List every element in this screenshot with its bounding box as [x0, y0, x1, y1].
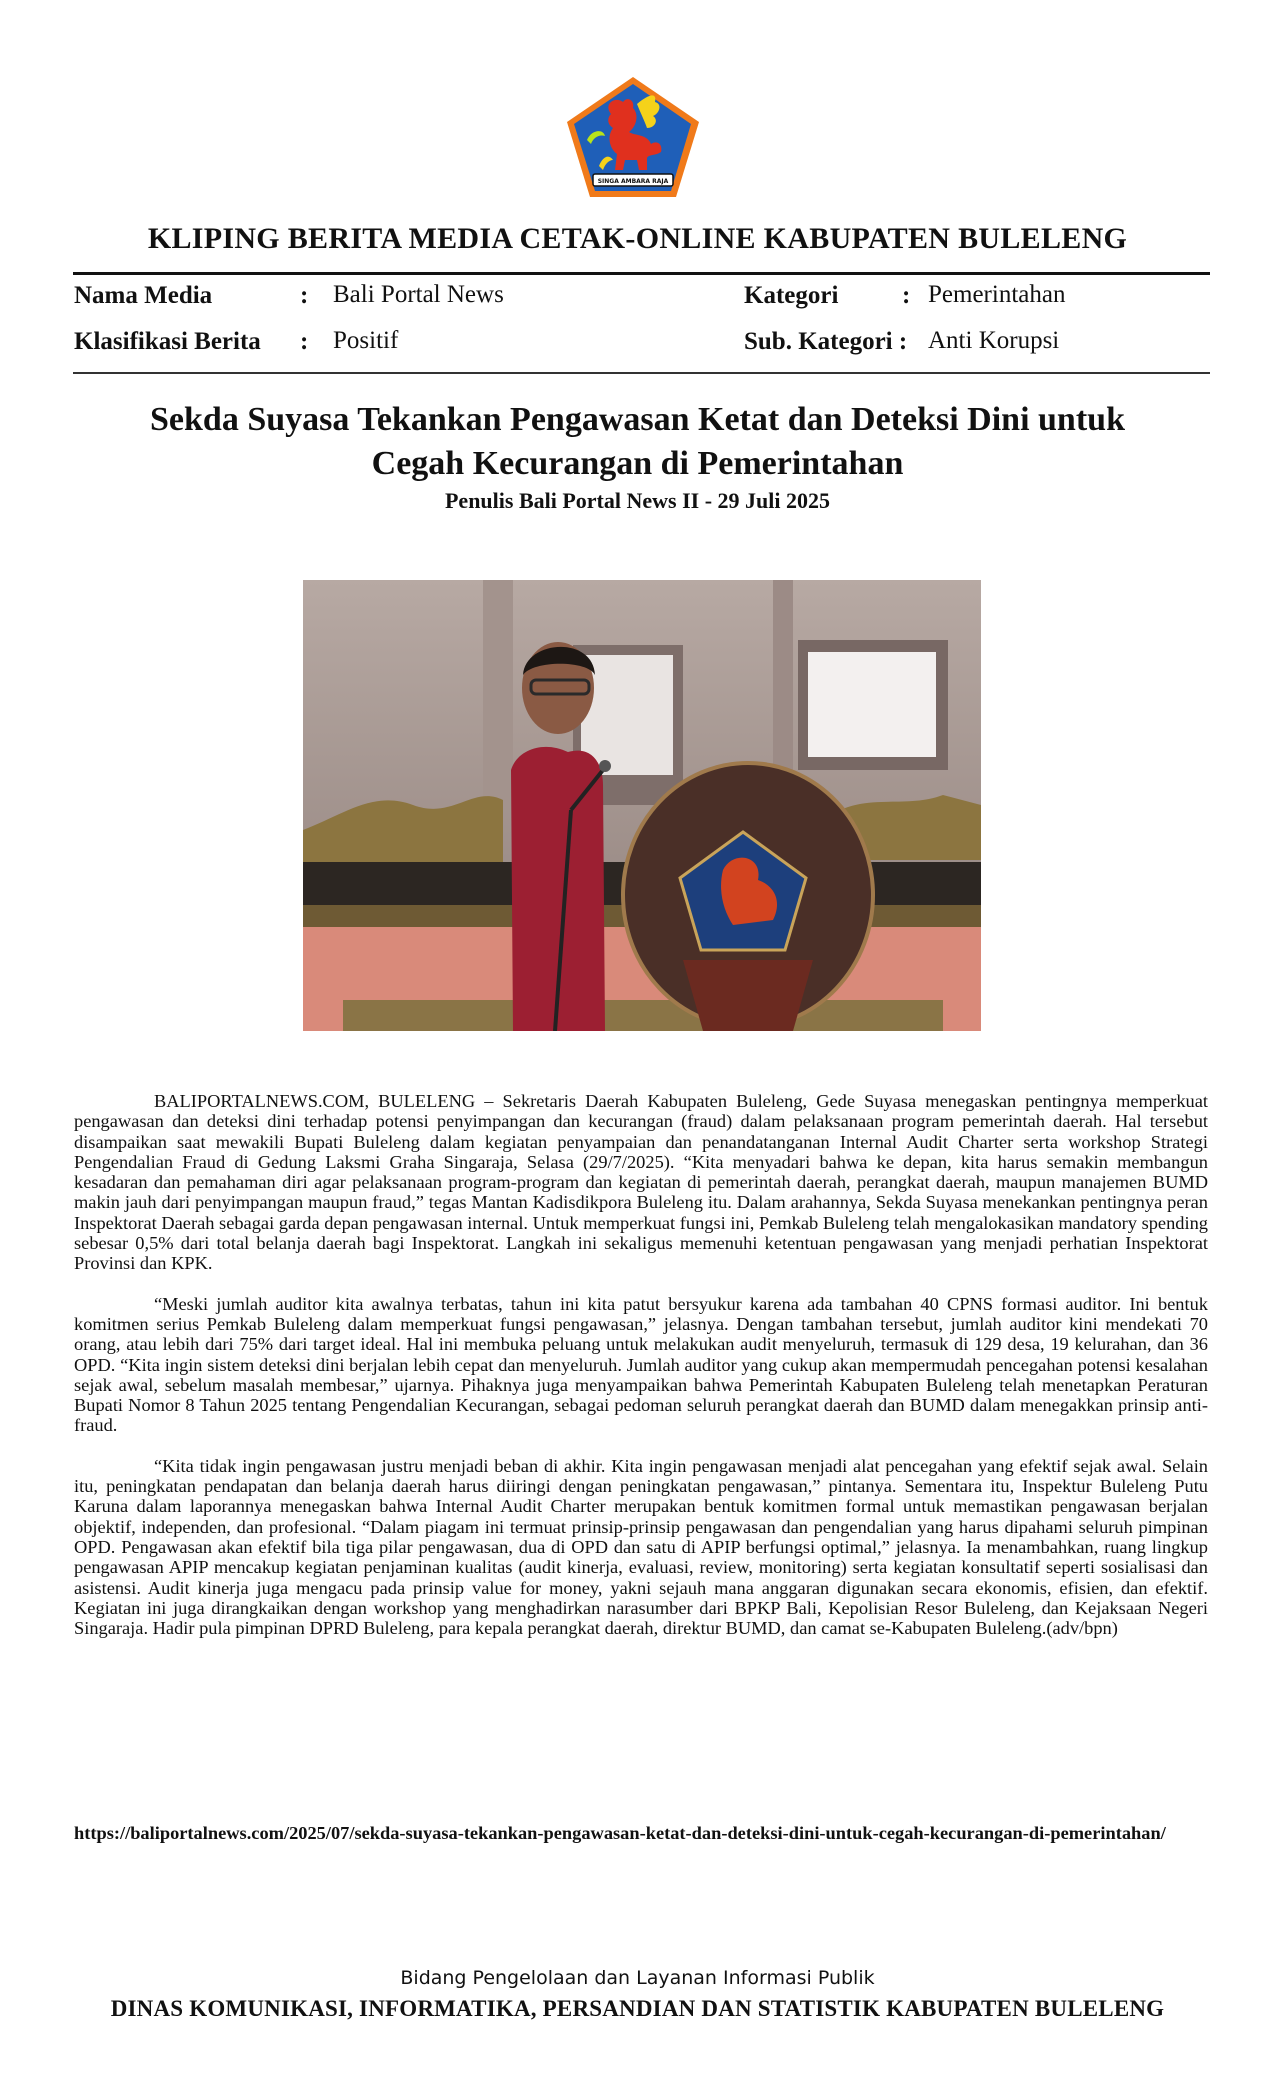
article-byline: Penulis Bali Portal News II - 29 Juli 2025: [444, 488, 830, 513]
article-paragraph: “Meski jumlah auditor kita awalnya terbatas, tahun ini kita patut bersyukur karena ada tambahan 40 CPNS formasi auditor. Ini bentuk komitmen serius Pemkab Buleleng dalam memperkuat fungsi pengawasan,” jelasnya. Dengan tambahan tersebut, jumlah auditor kini mendekati 70 orang, atau lebih dari 75% dari target ideal. Hal ini membuka peluang untuk melakukan audit menyeluruh, termasuk di 129 desa, 19 kelurahan, dan 36 OPD. “Kita ingin sistem deteksi dini berjalan lebih cepat dan menyeluruh. Jumlah auditor yang cukup akan mempermudah pencegahan potensi kesalahan sejak awal, sebelum masalah membesar,” ujarnya. Pihaknya juga menyampaikan bahwa Pemerintah Kabupaten Buleleng telah menetapkan Peraturan Bupati Nomor 8 Tahun 2025 tentang Pengendalian Kecurangan, sebagai pedoman seluruh perangkat daerah dan BUMD dalam menegakkan prinsip anti-fraud.: [74, 1293, 1208, 1436]
footer-agency: DINAS KOMUNIKASI, INFORMATIKA, PERSANDIAN DAN STATISTIK KABUPATEN BULELENG: [110, 1996, 1165, 2021]
article-paragraph: BALIPORTALNEWS.COM, BULELENG – Sekretaris Daerah Kabupaten Buleleng, Gede Suyasa menegaskan pentingnya memperkuat pengawasan dan deteksi dini terhadap potensi penyimpangan dan kecurangan (fraud) dalam pelaksanaan program pemerintah daerah. Hal tersebut disampaikan saat mewakili Bupati Buleleng dalam kegiatan penyampaian dan penandatanganan Internal Audit Charter serta workshop Strategi Pengendalian Fraud di Gedung Laksmi Graha Singaraja, Selasa (29/7/2025). “Kita menyadari bahwa ke depan, kita harus semakin membangun kesadaran dan pemahaman diri agar pelaksanaan program-program dan kegiatan di pemerintah daerah, perangkat daerah, maupun manajemen BUMD makin jauh dari penyimpangan maupun fraud,” tegas Mantan Kadisdikpora Buleleng itu. Dalam arahannya, Sekda Suyasa menekankan pentingnya peran Inspektorat Daerah sebagai garda depan pengawasan internal. Untuk memperkuat fungsi ini, Pemkab Buleleng telah mengalokasikan mandatory spending sebesar 0,5% dari total belanja daerah bagi Inspektorat. Langkah ini sekaligus memenuhi ketentuan pengawasan yang menjadi perhatian Inspektorat Provinsi dan KPK.: [74, 1091, 1208, 1274]
category-value: Pemerintahan: [928, 281, 1066, 308]
document-title: KLIPING BERITA MEDIA CETAK-ONLINE KABUPATEN BULELENG: [147, 222, 1128, 255]
article-body: [74, 1091, 1208, 1658]
category-label: Kategori: [744, 282, 839, 309]
sub-category-label: Sub. Kategori :: [744, 328, 908, 355]
media-name-label: Nama Media: [74, 282, 213, 309]
media-name-value: Bali Portal News: [333, 281, 504, 308]
media-name-colon: :: [300, 282, 309, 309]
article-photo: [303, 580, 981, 1031]
kabupaten-buleleng-emblem-icon: [563, 74, 703, 200]
source-url-link[interactable]: https://baliportalnews.com/2025/07/sekda-suyasa-tekankan-pengawasan-ketat-dan-deteksi-dini-untuk-cegah-kecurangan-di-pemerintahan/: [74, 1823, 1166, 1843]
classification-value: Positif: [333, 327, 399, 354]
header-divider-bottom: [73, 372, 1210, 374]
sub-category-value: Anti Korupsi: [928, 327, 1060, 354]
classification-label: Klasifikasi Berita: [74, 328, 261, 355]
article-paragraph: “Kita tidak ingin pengawasan justru menjadi beban di akhir. Kita ingin pengawasan menjadi alat pencegahan yang efektif sejak awal. Selain itu, peningkatan pendapatan dan belanja daerah harus diiringi dengan peningkatan pengawasan,” pintanya. Sementara itu, Inspektur Buleleng Putu Karuna dalam laporannya menegaskan bahwa Internal Audit Charter merupakan bentuk komitmen formal untuk memastikan pengawasan berjalan objektif, independen, dan profesional. “Dalam piagam ini termuat prinsip-prinsip pengawasan dan pengendalian yang harus dipahami seluruh pimpinan OPD. Pengawasan akan efektif bila tiga pilar pengawasan, dua di OPD dan satu di APIP berfungsi optimal,” jelasnya. Ia menambahkan, ruang lingkup pengawasan APIP mencakup kegiatan penjaminan kualitas (audit kinerja, evaluasi, review, monitoring) serta kegiatan konsultatif seperti sosialisasi dan asistensi. Audit kinerja juga mengacu pada prinsip value for money, yakni sejauh mana anggaran digunakan secara ekonomis, efisien, dan efektif. Kegiatan ini juga dirangkaikan dengan workshop yang menghadirkan narasumber dari BPKP Bali, Kepolisian Resor Buleleng, dan Kejaksaan Negeri Singaraja. Hadir pula pimpinan DPRD Buleleng, para kepala perangkat daerah, direktur BUMD, dan camat se-Kabupaten Buleleng.(adv/bpn): [74, 1455, 1208, 1639]
svg-text:SINGA AMBARA RAJA: SINGA AMBARA RAJA: [597, 178, 669, 185]
header-divider-top: [73, 272, 1210, 275]
footer-unit: Bidang Pengelolaan dan Layanan Informasi Publik: [400, 1967, 875, 1989]
classification-colon: :: [300, 328, 309, 355]
category-colon: :: [902, 282, 911, 309]
article-headline: Sekda Suyasa Tekankan Pengawasan Ketat dan Deteksi Dini untuk Cegah Kecurangan di Pemerintahan: [150, 401, 1125, 482]
